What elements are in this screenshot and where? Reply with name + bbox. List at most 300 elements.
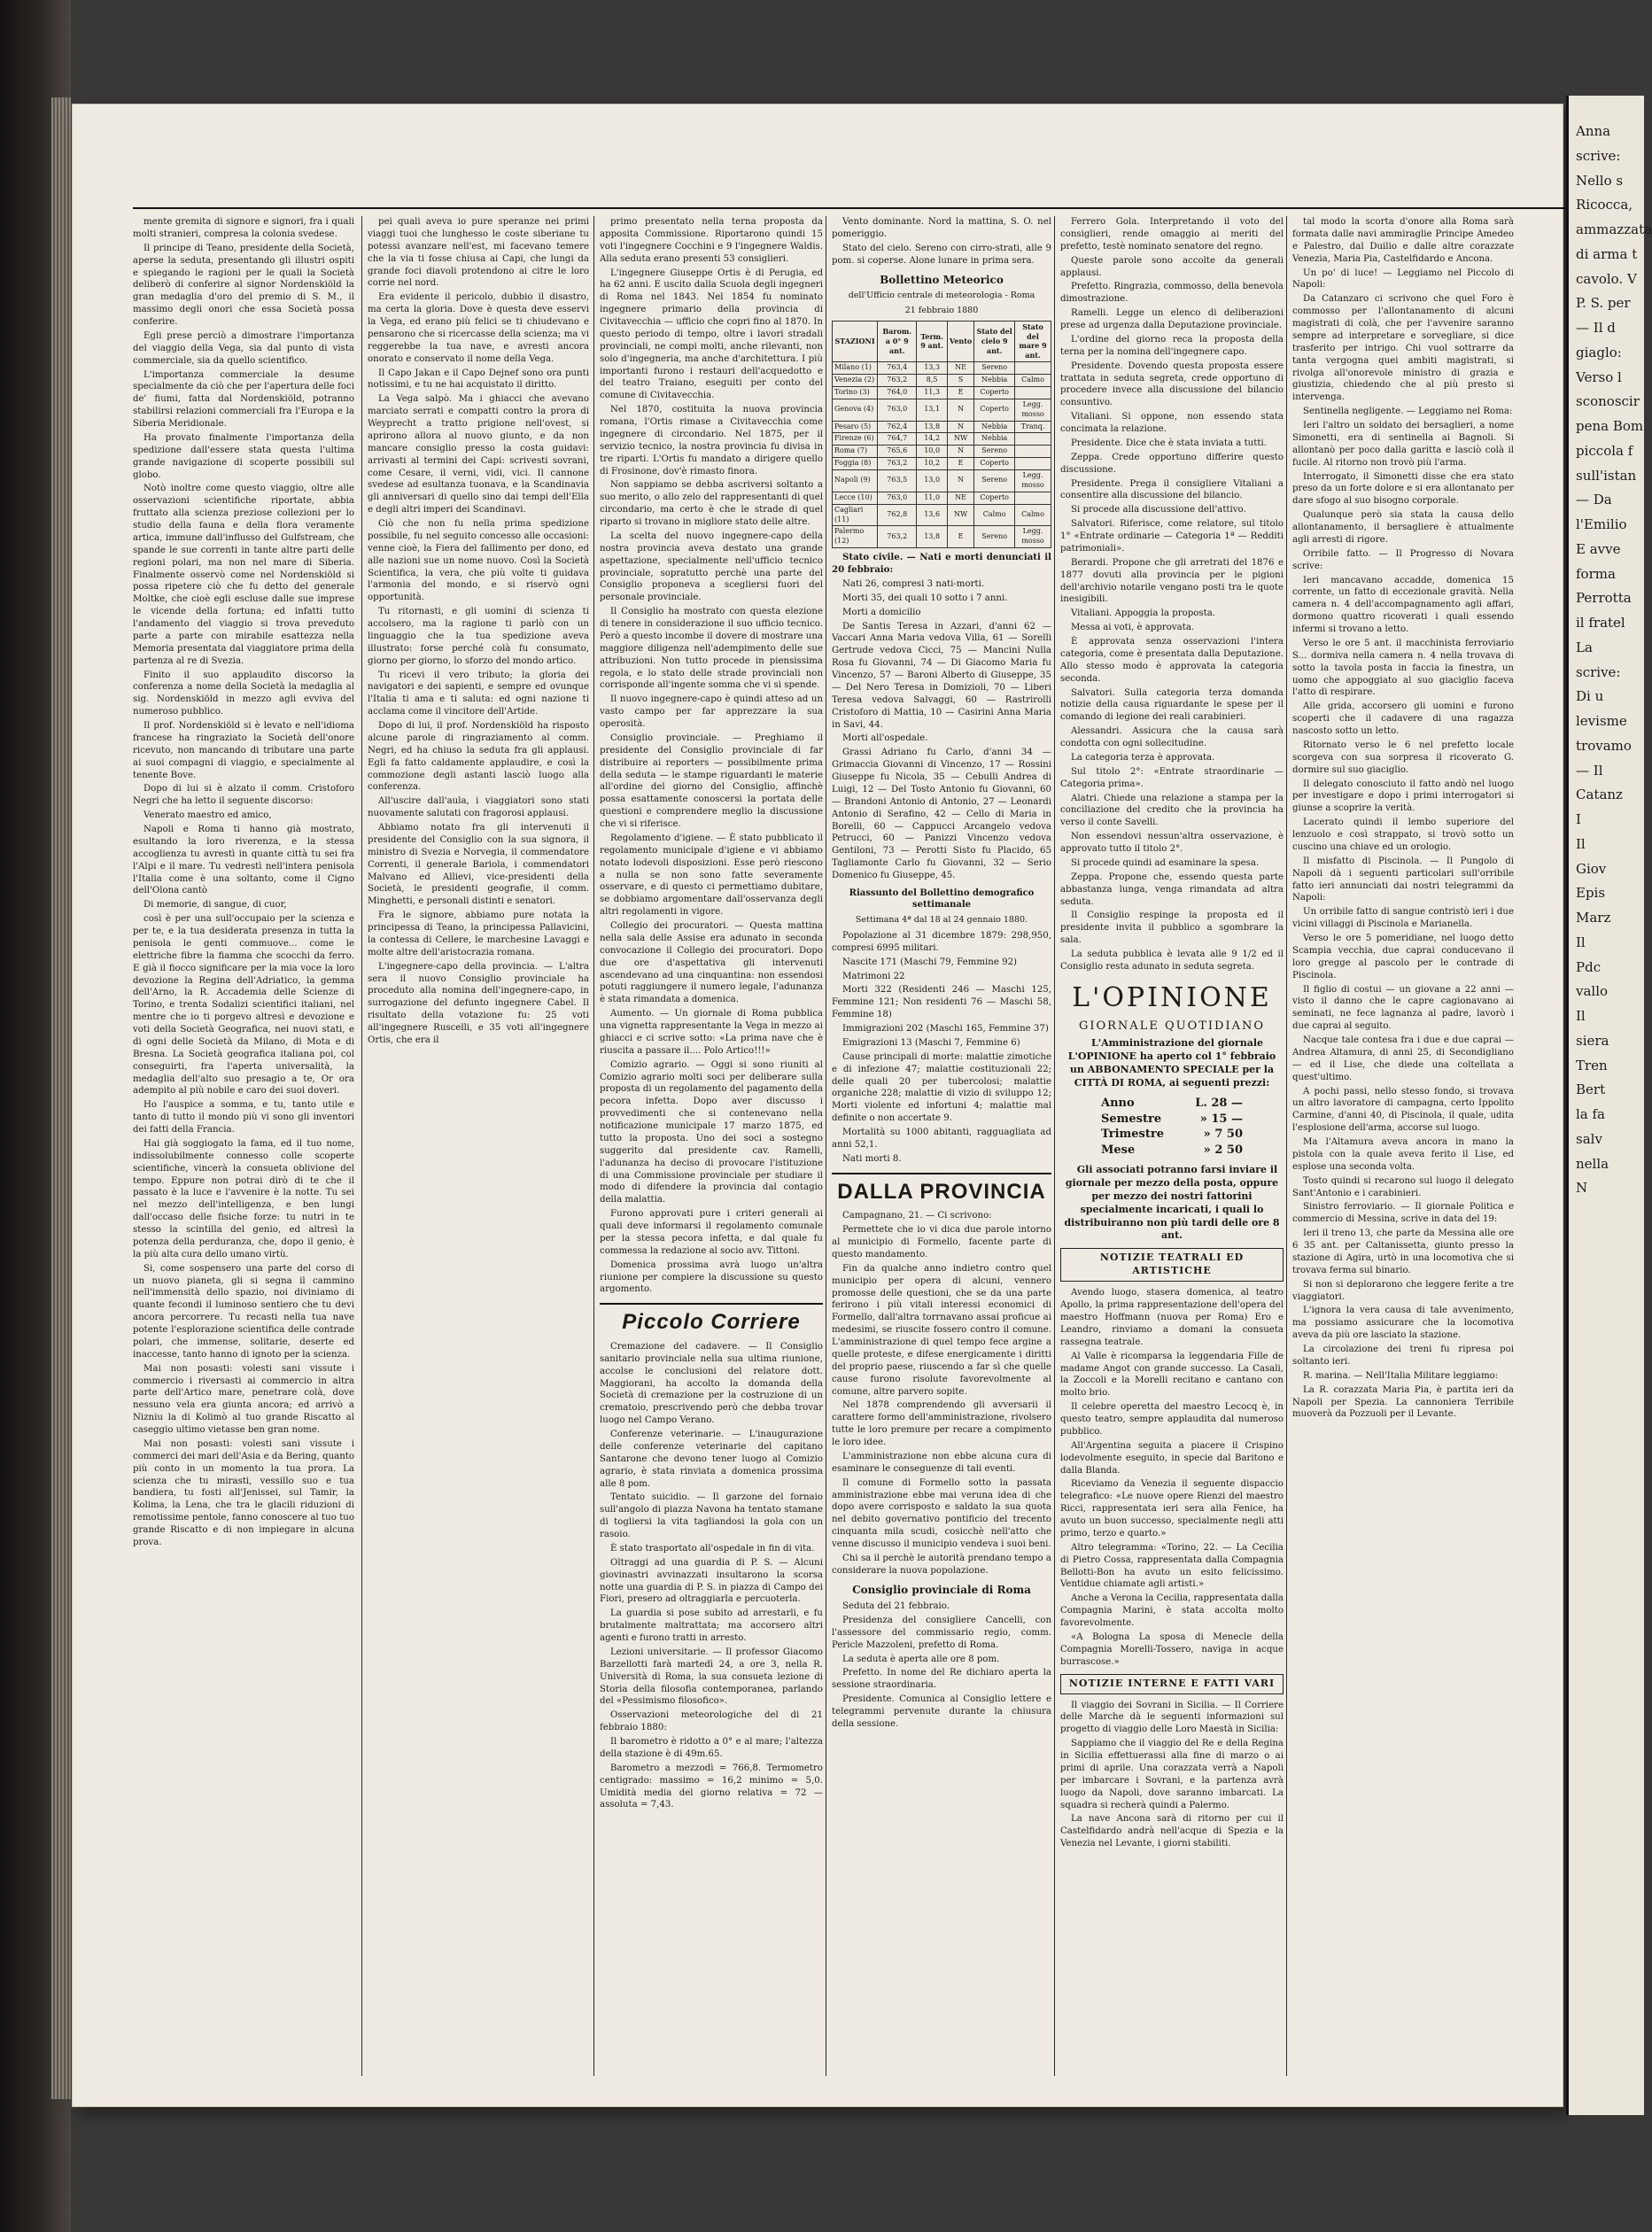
article-paragraph: Collegio dei procuratori. — Questa mattina nella sala delle Assise era adunato in seconda convocazione il Collegio dei procuratori. Dopo due ore d'aspettativa gli intervenuti ascendevano ad una cinquantina: non essendosi potuti raggiungere il numero legale, l'adunanza è stata rimandata a domenica. [600, 921, 823, 1005]
article-paragraph: Si, come sospensero una parte del corso di un nuovo pianeta, gli si segna il cammino nell'immensità dello spazio, noi diviniamo di quante fecondi il luminoso sentiero che tu devi ancora percorrere. Tu recasti nella tua nave potente l'esplorazione scientifica delle contrade polari, che immense, solitarie, deserte ed inaccesse, tanto hanno di ignoto per la scienza. [133, 1263, 354, 1360]
registry-entry: Morti 35, dei quali 10 sotto i 7 anni. [842, 593, 1008, 603]
news-item: La guardia si pose subito ad arrestarli, e fu brutalmente maltrattata; ma accorsero altri agenti e furono tratti in arresto. [600, 1608, 823, 1643]
adjacent-page-line: salv [1576, 1130, 1602, 1147]
news-item: Orribile fatto. — Il Progresso di Novara scrive: [1292, 548, 1514, 571]
weather-table-cell: 763,5 [878, 470, 917, 492]
riassunto-subtitle: Settimana 4ª dal 18 al 24 gennaio 1880. [855, 915, 1028, 926]
adjacent-page-line: pena Bom [1576, 418, 1644, 434]
adjacent-page-fragment [1566, 96, 1652, 2115]
riassunto-title: Riassunto del Bollettino demografico settimanale [849, 887, 1035, 911]
news-item: tal modo la scorta d'onore alla Roma sarà formata dalle navi ammiraglie Principe Amedeo e Palestro, dal Duilio e dalle altre corazzate Venezia, Maria Pia, Castelfidardo e Ancona. [1292, 217, 1514, 264]
stato-civile-title: Stato civile. — Nati e morti denunciati il 20 febbraio: [832, 552, 1051, 575]
province-paragraph: Permettete che io vi dica due parole intorno al municipio di Formello, facente parte di questo mandamento. [832, 1225, 1051, 1259]
province-paragraph: Campagnano, 21. — Ci scrivono: [842, 1211, 992, 1221]
weather-table-cell: 8,5 [917, 375, 947, 387]
council-paragraph: Queste parole sono accolte da generali applausi. [1060, 255, 1284, 278]
weather-table-cell: Sereno [974, 526, 1015, 548]
weather-table-cell: Sereno [974, 470, 1015, 492]
council-paragraph: Presidente. Dice che è stata inviata a tutti. [1071, 438, 1267, 448]
weather-table-cell: Calmo [1015, 375, 1051, 387]
adjacent-page-line: Verso l [1576, 368, 1622, 385]
news-item: Conferenze veterinarie. — L'inaugurazione delle conferenze veterinarie del capitano Santarone che devono tener luogo al Comizio agrario, è stata rinviata a domenica prossima alle 8 pom. [600, 1430, 823, 1489]
news-item: Nacque tale contesa fra i due e due caprai — Andrea Altamura, di anni 25, di Secondigliano — ed il Lise, che diede una coltellata a quest'ultimo. [1292, 1035, 1514, 1082]
council-paragraph: La categoria terza è approvata. [1071, 752, 1215, 763]
article-paragraph: Finito il suo applaudito discorso la conferenza a nome della Società la medaglia al sig. Nordenskiöld in mezzo agli evviva del numeroso pubblico. [133, 670, 354, 717]
column-3 [593, 216, 823, 2076]
council-paragraph: Zeppa. Crede opportuno differire questo discussione. [1060, 452, 1284, 475]
weather-table-cell: 765,6 [878, 446, 917, 458]
weather-table-cell: NW [947, 433, 973, 446]
theatre-news: All'Argentina seguita a piacere il Crispino lodevolmente eseguito, in specie dal Baritono e dalla Blanda. [1060, 1440, 1284, 1476]
weather-table-cell: Calmo [1015, 504, 1051, 526]
council-paragraph: Si procede quindi ad esaminare la spesa. [1071, 857, 1260, 868]
demographic-entry: Nascite 171 (Maschi 79, Femmine 92) [842, 957, 1018, 967]
province-paragraph: Nel 1878 comprendendo gli avversarii il carattere formo dell'amministrazione, rivolsero tutte le loro premure per recare a compimento le loro idee. [832, 1400, 1051, 1448]
article-paragraph: Furono approvati pure i criteri generali ai quali deve informarsi il regolamento comunale per la stessa pecora infetta, e dal quale fu commessa la redazione al socio avv. Tittoni. [600, 1209, 823, 1256]
news-item: R. marina. — Nell'Italia Militare leggiamo: [1303, 1370, 1499, 1381]
weather-table-cell: S [947, 375, 973, 387]
weather-table-row [833, 458, 1051, 470]
news-item: Il delegato conosciuto il fatto andò nel luogo per investigare e dopo i primi interrogatori si giunse a scoprire la verità. [1292, 779, 1514, 814]
article-paragraph: L'ingegnere-capo della provincia. — L'altra sera il nuovo Consiglio provinciale ha proceduto alla nomina dell'ingegnere-capo, in surrogazione del defunto ingegnere Cabel. Il risultato della votazione fu: 25 voti all'ingegnere Ruscelli, e 35 voti all'ingegnere Ortis, che era il [368, 961, 589, 1045]
opinione-delivery: Gli associati potranno farsi inviare il giornale per mezzo della posta, oppure per mezzo dei nostri fattorini specialmente incaricati, i quali lo distribuiranno non più tardi delle ore 8 ant. [1064, 1163, 1280, 1242]
weather-table-cell: Lecce (10) [833, 492, 878, 504]
article-paragraph: pei quali aveva io pure speranze nei primi viaggi tuoi che lunghesso le coste siberiane tu potessi avanzare nell'est, mi facevano temere che la via ti fosse chiusa ai Capi, che lungi da grande foci diavoli protendono ai citre le loro corrie nel nord. [368, 217, 589, 289]
weather-table-cell: Pesaro (5) [833, 421, 878, 433]
weather-table-cell: Sereno [974, 362, 1015, 375]
bollettino-title: Bollettino Meteorico [880, 273, 1004, 286]
province-paragraph: Chi sa il perchè le autorità prendano tempo a considerare la nuova popolazione. [832, 1553, 1051, 1576]
news-item: Tentato suicidio. — Il garzone del fornaio sull'angolo di piazza Navona ha tentato stamane di togliersi la vita tagliandosi la gola con un rasoio. [600, 1492, 823, 1539]
adjacent-page-line: Il [1576, 934, 1586, 950]
adjacent-page-line: sull'istan [1576, 467, 1637, 484]
article-paragraph: Il Consiglio ha mostrato con questa elezione di tenere in considerazione il suo ufficio tecnico. Però a questo incombe il dovere di mostrare una maggiore diligenza nell'adempimento delle sue attribuzioni. Non tutto procede in piensissima regola, e lo stato delle strade provinciali non corrisponde all'ingente somma che vi si spende. [600, 607, 823, 691]
news-item: Ieri mancavano accadde, domenica 15 corrente, un fatto di eccezionale gravità. Nella camera n. 4 dell'accompagnamento agli affari, dormono quattro ricoverati i quali essendo infermi si trovano a letto. [1292, 575, 1514, 634]
weather-table-cell: 13,6 [917, 504, 947, 526]
demographic-entry: Nati morti 8. [842, 1153, 902, 1164]
weather-table-cell: Palermo (12) [833, 526, 878, 548]
news-item: Oltraggi ad una guardia di P. S. — Alcuni giovinastri avvinazzati insultarono la scorsa notte una guardia di P. S. in piazza di Campo dei Fiori, presero ad oltraggiarla e percuoterla. [600, 1557, 823, 1605]
article-paragraph: All'uscire dall'aula, i viaggiatori sono stati nuovamente salutati con fragorosi applausi. [368, 796, 589, 819]
adjacent-page-line: N [1576, 1180, 1588, 1197]
weather-table-cell: 13,8 [917, 526, 947, 548]
weather-table-cell: N [947, 470, 973, 492]
adjacent-page-line: forma [1576, 565, 1616, 582]
adjacent-page-line: trovamo [1576, 737, 1632, 754]
article-paragraph: Regolamento d'igiene. — È stato pubblicato il regolamento municipale d'igiene e vi abbiamo notato lodevoli disposizioni. Esse però riescono a nulla se non sono fatte severamente osservare, e di questo ci permettiamo dubitare, se dobbiamo argomentare dall'osservanza degli altri regolamenti in vigore. [600, 833, 823, 918]
theatre-news: Al Valle è ricomparsa la leggendaria Fille de madame Angot con grande successo. La Casali, la Zoccoli e la Morelli recitano e cantano con molto brio. [1060, 1351, 1284, 1399]
council-paragraph: Si procede alla discussione dell'attivo. [1071, 505, 1246, 515]
news-item: Un po' di luce! — Leggiamo nel Piccolo di Napoli: [1292, 267, 1514, 291]
theatre-news: Avendo luogo, stasera domenica, al teatro Apollo, la prima rappresentazione dell'opera del maestro Hoffmann (nuova per Roma) Ero e Leandro, rinviamo a domani la consueta rassegna teatrale. [1060, 1288, 1284, 1347]
weather-table-cell: 763,4 [878, 362, 917, 375]
news-item: Il figlio di costui — un giovane a 22 anni — visto il danno che le capre cagionavano ai seminati, ne fece lagnanza al padre, lavorò i due caprai al seguito. [1292, 984, 1514, 1032]
weather-table-cell: Legg. mosso [1015, 470, 1051, 492]
council-paragraph: Non essendovi nessun'altra osservazione, è approvato tutto il titolo 2°. [1060, 832, 1284, 854]
adjacent-page-line: Epis [1576, 885, 1606, 902]
adjacent-page-line: levisme [1576, 713, 1627, 729]
weather-table-header: Stato del cielo 9 ant. [974, 321, 1015, 362]
article-paragraph: Aumento. — Un giornale di Roma pubblica una vignetta rappresentante la Vega in mezzo ai ghiacci e ci scrive sotto: «La prima nave che è riuscita a passare il.... Polo Artico!!!» [600, 1009, 823, 1056]
news-item: Ma l'Altamura aveva ancora in mano la pistola con la quale aveva ferito il Lise, ed esplose una seconda volta. [1292, 1137, 1514, 1172]
piccolo-corriere-title: Piccolo Corriere [600, 1303, 823, 1337]
price-label: Trimestre [1101, 1128, 1164, 1142]
weather-table-row [833, 375, 1051, 387]
council-paragraph: Presidenza del consigliere Cancelli, con l'assessore del commissario regio, comm. Pericle Mazzoleni, prefetto di Roma. [832, 1615, 1051, 1650]
weather-table-row [833, 526, 1051, 548]
weather-table-cell: Coperto [974, 492, 1015, 504]
adjacent-page-line: il fratel [1576, 615, 1625, 631]
weather-table-cell: NE [947, 362, 973, 375]
registry-entry: Morti a domicilio [842, 607, 921, 617]
opinione-offer: L'Amministrazione del giornale L'OPINIONE ha aperto col 1° febbraio un ABBONAMENTO SPECIALE per la CITTÀ DI ROMA, ai seguenti prezzi: [1067, 1037, 1276, 1089]
opinione-subtitle: GIORNALE QUOTIDIANO [1078, 1019, 1266, 1033]
adjacent-page-line: cavolo. V [1576, 270, 1637, 287]
bollettino-date: 21 febbraio 1880 [904, 305, 979, 315]
theatre-news: Il celebre operetta del maestro Lecocq è, in questo teatro, sempre applaudita dal numeroso pubblico. [1060, 1402, 1284, 1437]
article-paragraph: Dopo di lui si è alzato il comm. Cristoforo Negri che ha letto il seguente discorso: [133, 784, 354, 807]
weather-table-cell: 763,2 [878, 375, 917, 387]
adjacent-page-line: ammazzata [1576, 221, 1652, 237]
news-item: Verso le ore 5 pomeridiane, nel luogo detto Scampia vecchia, due caprai conducevano il loro gregge al pascolo per le contrade di Piscinola. [1292, 934, 1514, 980]
article-paragraph: Venerato maestro ed amico, [143, 810, 272, 821]
province-paragraph: Il comune di Formello sotto la passata amministrazione ebbe mai veruna idea di che dopo avere corrisposto e saldato la sua quota nel debito governativo pontificio del trecento cinquanta mila scudi, cosicchè nell'atto che venne discusso il municipio vendeva i suoi beni. [832, 1477, 1051, 1550]
news-item: Da Catanzaro ci scrivono che quel Foro è commosso per l'allontanamento di alcuni magistrati di colà, che per l'avvenire saranno sempre ad interpretare e sorvegliare, si dice trasferito per intrigo. Chi vuol sottrarre da tanta vergogna quei ambiti magistrati, si rivolga all'onorevole ministro di grazia e giustizia, chiedendo che al più presto si intervenga. [1292, 294, 1514, 403]
article-paragraph: Di memorie, di sangue, di cuor, [143, 900, 287, 911]
article-paragraph: Domenica prossima avrà luogo un'altra riunione per compiere la discussione su questo argomento. [600, 1259, 823, 1295]
weather-table-cell: 14,2 [917, 433, 947, 446]
adjacent-page-line: Catanz [1576, 787, 1623, 803]
weather-table-cell: NW [947, 504, 973, 526]
council-paragraph: Il Consiglio respinge la proposta ed il presidente invita il pubblico a sgombrare la sala. [1060, 911, 1284, 946]
article-paragraph: Era evidente il pericolo, dubbio il disastro, ma certa la gloria. Dove è questa deve esservi la Vega, ed erano più felici se ti chiudevano e pensarono che si ricercasse della scienza; ma vi reggerebbe la tua nave, e avresti ancora onorato e conservato il nome della Vega. [368, 292, 589, 364]
news-item: Verso le ore 5 ant. il macchinista ferroviario S... dormiva nella camera n. 4 nella trovava di sotto la tavola posta in faccia la finestra, un uomo che appoggiato al suo giaciglio faceva l'atto di respirare. [1292, 638, 1514, 698]
news-item: Si non si deplorarono che leggere ferite a tre viaggiatori. [1292, 1279, 1514, 1302]
council-paragraph: Ramelli. Legge un elenco di deliberazioni prese ad urgenza dalla Deputazione provinciale. [1060, 308, 1284, 330]
adjacent-page-line: giaglo: [1576, 344, 1622, 360]
page-edges [51, 97, 71, 2099]
news-item: La circolazione dei treni fu ripresa poi soltanto ieri. [1292, 1345, 1514, 1367]
price-row [1101, 1127, 1243, 1143]
adjacent-page-line: Tren [1576, 1057, 1608, 1073]
article-paragraph: Nel 1870, costituita la nuova provincia romana, l'Ortis rimase a Civitavecchia come ingegnere di circondario. Nel 1875, per il servizio tecnico, la nostra provincia fu divisa in tre riparti. L'Ortis fu mandato a dirigere quello di Frosinone, dov'è rimasto finora. [600, 405, 823, 477]
news-item: Sentinella negligente. — Leggiamo nel Roma: [1303, 407, 1513, 417]
council-paragraph: Messa ai voti, è approvata. [1071, 623, 1195, 633]
article-paragraph: Egli prese perciò a dimostrare l'importanza del viaggio della Vega, sia dal punto di vista commerciale, sia da quello scientifico. [133, 330, 354, 366]
registry-entry: Morti all'ospedale. [842, 733, 928, 744]
weather-table-cell: E [947, 458, 973, 470]
column-6 [1286, 216, 1514, 2076]
weather-table-cell: Venezia (2) [833, 375, 878, 387]
news-item: Il barometro è ridotto a 0° e al mare; l'altezza della stazione è di 49m.65. [600, 1737, 823, 1759]
council-paragraph: La seduta è aperta alle ore 8 pom. [842, 1654, 1000, 1664]
bollettino-subtitle: dell'Ufficio centrale di meteorologia - Roma [848, 290, 1035, 300]
adjacent-page-line: — Da [1576, 492, 1612, 508]
article-paragraph: così è per una sull'occupaio per la scienza e per te, e la tua desiderata presenza in tutta la penisola le genti commuove... come le elettriche fibre la fiamma che scocchi da ferro. E già il fiocco significare per la mia voce la loro devozione la Regina dell'Adriatico, la gemma dell'Arno, la R. Accademia delle Scienze di Torino, e trenta Sodalizi scientifici italiani, nel mentre che io ti porgevo altresì e devozione e voti della Società Geografica, nei nuovi stati, e di ogni delle Società da Milano, di Mota e di Bresna. La Società geografica italiana poi, col conseguirti, fra l'aperta universalità, la medaglia dell'alto suo presagio a te, Or ora adempito al più nobile e caro dei suoi doveri. [133, 914, 354, 1097]
article-paragraph: Dopo di lui, il prof. Nordenskiöld ha risposto alcune parole di ringraziamento al comm. Negri, ed ha chiuso la seduta fra gli applausi. Egli fa fatto caldamente applaudire, e così la commozione degli astanti lasciò luogo alla conferenza. [368, 721, 589, 793]
adjacent-page-line: Nello s [1576, 172, 1624, 189]
weather-table-header: Term. 9 ant. [917, 321, 947, 362]
article-paragraph: Ho l'auspice a somma, e tu, tanto utile e tanto di tutto il mondo più vi sono gli inventori dei fatti della Francia. [133, 1100, 354, 1135]
price-row [1101, 1112, 1243, 1128]
council-paragraph: Salvatori. Sulla categoria terza domanda notizie della causa riguardante le spese per il comando di legione dei reali carabinieri. [1060, 687, 1284, 723]
column-4 [826, 216, 1051, 2076]
article-paragraph: Notò inoltre come questo viaggio, oltre alle osservazioni scientifiche riportate, abbia fruttato alla scienza preziose collezioni per lo studio della fauna e della flora veramente artica, immune dall'influsso del Gulfstream, che spande le sue correnti in tante altre parti delle regioni polari, ma non nel mare di Siberia. Finalmente osservò come nel Nordenskiöld si possa ripetere ciò che fu detto del generale Moltke, che cioè egli escluse dalle sue imprese le vicende della fortuna; ed infatti tutto l'andamento del viaggio si trova preveduto parte a parte con mirabile esattezza nella Memoria presentata dal viaggiatore prima della partenza al re di Svezia. [133, 484, 354, 666]
demographic-entry: Immigrazioni 202 (Maschi 165, Femmine 37) [842, 1024, 1049, 1035]
adjacent-page-line: scrive: [1576, 663, 1621, 680]
weather-table-cell: Torino (3) [833, 386, 878, 399]
weather-table-header: STAZIONI [833, 321, 878, 362]
adjacent-page-line: Bert [1576, 1081, 1606, 1098]
weather-table-cell: 11,3 [917, 386, 947, 399]
weather-table-cell: Nebbia [974, 375, 1015, 387]
adjacent-page-line: nella [1576, 1155, 1609, 1172]
demographic-entry: Matrimoni 22 [842, 971, 905, 981]
price-row [1101, 1143, 1243, 1159]
council-paragraph: Alatri. Chiede una relazione a stampa per la conciliazione del credito che la provincia ha verso il conte Savelli. [1060, 793, 1284, 828]
council-paragraph: Vitaliani. Si oppone, non essendo stata concimata la relazione. [1060, 412, 1284, 434]
demographic-entry: Cause principali di morte: malattie zimotiche e di infezione 47; malattie costituzionali 22; delle quali 20 per tubercolosi; malattie organiche 228; malattie di vizio di sviluppo 12; Morti violente ed infortuni 4; malattie mal definite o non accertate 9. [832, 1051, 1051, 1124]
weather-table-cell: 763,2 [878, 458, 917, 470]
weather-table [832, 321, 1051, 549]
weather-table-row [833, 492, 1051, 504]
weather-table-cell: Calmo [974, 504, 1015, 526]
news-item: Barometro a mezzodì = 766,8. Termometro centigrado: massimo = 16,2 minimo = 5,0. Umidità media del giorno relativa = 72 — assoluta = 7,43. [600, 1763, 823, 1810]
article-paragraph: Consiglio provinciale. — Preghiamo il presidente del Consiglio provinciale di far distribuire ai reporters — possibilmente prima della seduta — le stampe riguardanti le materie all'ordine del giorno del Consiglio, affinchè possa esattamente conoscersi la portata delle questioni e comprendere meglio la discussione che vi si riferisce. [600, 732, 823, 829]
council-paragraph: Seduta del 21 febbraio. [842, 1601, 950, 1612]
article-paragraph: L'ingegnere Giuseppe Ortis è di Perugia, ed ha 62 anni. E uscito dalla Scuola degli ingegneri di Roma nel 1843. Nel 1854 fu nominato ingegnere primario della provincia di Civitavecchia — ufficio che copri fino al 1870. In questo periodo di tempo, oltre i lavori stradali provinciali, ne compi molti, anche rilevanti, non solo d'ingegneria, ma anche d'architettura. I più importanti furono i restauri dell'acquedotto e del teatro Traiano, eseguiti per conto del comune di Civitavecchia. [600, 267, 823, 401]
demographic-entry: Popolazione al 31 dicembre 1879: 298,950, compresi 6995 militari. [832, 930, 1051, 953]
weather-table-header: Barom. a 0° 9 ant. [878, 321, 917, 362]
price-label: Anno [1101, 1097, 1135, 1111]
news-item: Ritornato verso le 6 nel prefetto locale scorgeva con sua sorpresa il ricoverato G. dormire sul suo giaciglio. [1292, 740, 1514, 775]
adjacent-page-line: — Il [1576, 762, 1603, 779]
article-paragraph: Abbiamo notato fra gli intervenuti il presidente del Consiglio con la sua signora, il ministro di Svezia e Norvegia, il commendatore Correnti, il generale Bariola, i commendatori Malvano ed Allievi, vice-presidenti della Società, le presidenti geografie, il comm. Minghetti, e personali distinti e senatori. [368, 823, 589, 907]
price-value: » 15 — [1199, 1112, 1243, 1126]
weather-table-cell: 763,2 [878, 526, 917, 548]
council-paragraph: Berardi. Propone che gli arretrati del 1876 e 1877 dovuti alla provincia per le pigioni dell'archivio notarile vengano posti tra le quote inesigibili. [1060, 557, 1284, 605]
weather-table-cell: 10,2 [917, 458, 947, 470]
weather-table-cell: Cagliari (11) [833, 504, 878, 526]
council-paragraph: È approvata senza osservazioni l'intera categoria, come è presentata dalla Deputazione. Allo stesso modo è approvata la categoria seconda. [1060, 637, 1284, 684]
article-paragraph: Ciò che non fu nella prima spedizione possibile, fu nel seguito concesso alle occasioni: venne cioè, la Fiera del fallimento per dono, ed alle nazioni sue un nome nuovo. Così la Società Scientifica, la vera, che più volte ti guidava l'armonia del mondo, e si riservò ogni opportunità. [368, 519, 589, 603]
article-paragraph: Ha provato finalmente l'importanza della spedizione dall'essere stata questa l'ultima grande navigazione di scoperte possibili sul globo. [133, 432, 354, 480]
council-paragraph: Prefetto. Ringrazia, commosso, della benevola dimostrazione. [1060, 282, 1284, 305]
adjacent-page-line: piccola f [1576, 442, 1633, 459]
council-paragraph: Sul titolo 2°: «Entrate straordinarie — Categoria prima». [1060, 766, 1284, 789]
adjacent-page-line: di arma t [1576, 245, 1638, 262]
adjacent-page-line: — Il d [1576, 320, 1616, 336]
weather-table-row [833, 504, 1051, 526]
news-item: Un orribile fatto di sangue contristò ieri i due vicini villaggi di Piscinola e Marianella. [1292, 907, 1514, 930]
adjacent-page-line: Anna [1576, 123, 1611, 139]
news-item: Lacerato quindi il lembo superiore del lenzuolo e così strappato, si trovò sotto un cuscino una chiave ed un orologio. [1292, 818, 1514, 852]
news-item: Alle grida, accorsero gli uomini e furono scoperti che il cadavere di una ragazza nascosto sotto un letto. [1292, 701, 1514, 736]
price-label: Mese [1101, 1143, 1136, 1158]
weather-table-cell: N [947, 399, 973, 421]
adjacent-page-line: sconoscir [1576, 393, 1640, 410]
adjacent-page-line: Il [1576, 835, 1586, 852]
news-item: Osservazioni meteorologiche del di 21 febbraio 1880: [600, 1710, 823, 1733]
price-list [1101, 1096, 1243, 1159]
article-paragraph: L'importanza commerciale la desume specialmente da ciò che per l'apertura delle foci de' fiumi, fatta dal Nordenskiöld, potranno stabilirsi relazioni commerciali fra l'Europa e la Siberia Meridionale. [133, 369, 354, 429]
weather-table-cell: Legg. mosso [1015, 526, 1051, 548]
column-5 [1054, 216, 1284, 2076]
adjacent-page-line: scrive: [1576, 147, 1621, 164]
weather-table-cell: 762,8 [878, 504, 917, 526]
news-item: Interrogato, il Simonetti disse che era stato preso da un forte dolore e si era allontanato per dare sfogo al suo bisogno corporale. [1292, 471, 1514, 507]
adjacent-page-line: Ricocca, [1576, 197, 1633, 213]
adjacent-page-line: La [1576, 639, 1593, 655]
column-1 [133, 216, 354, 2076]
weather-table-cell: Legg. mosso [1015, 399, 1051, 421]
registry-entry: Grassi Adriano fu Carlo, d'anni 34 — Grimaccia Giovanni di Vincenzo, 17 — Rossini Giuseppe fu Nicola, 35 — Cebulli Andrea di Luigi, 12 — Del Tosto Antonio fu Giovanni, 60 — Brandoni Antonio di Antonio, 27 — Leonardi Antonio di Serafino, 42 — Cello di Maria in Borelli, 60 — Cappucci Arcangelo vedova Petrucci, 60 — Panizzi Vincenzo vedova Gentiloni, 73 — Perotti Sisto fu Placido, 65 Tagliamonte Carlo fu Giovanni, 32 — Serio Domenico fu Giuseppe, 45. [832, 748, 1051, 880]
weather-table-cell: 764,0 [878, 386, 917, 399]
article-paragraph: Mai non posasti: volesti sani vissute i commerci dei mari dell'Asia e da Bering, quanto più conto in un momento la tua prora. La scienza che tu mirasti, vessillo suo e tua bandiera, tu fosti all'Jenissei, sul Tamir, la Kolima, la Lena, che tra le glacili riduzioni di remotissime pentole, fanno conoscere al tuo tuo grande Riscatto e di non impiegare in alcuna prova. [133, 1438, 354, 1547]
article-paragraph: Il nuovo ingegnere-capo è quindi atteso ad un vasto campo per far apprezzare la sua operosità. [600, 694, 823, 729]
weather-table-cell: E [947, 386, 973, 399]
adjacent-page-line: l'Emilio [1576, 516, 1627, 532]
article-paragraph: Comizio agrario. — Oggi si sono riuniti al Comizio agrario molti soci per deliberare sulla proposta di un regolamento del pagamento della pecora infetta. Dopo aver discusso i provvedimenti che si contenevano nella notificazione municipale 17 marzo 1875, ed tutto la proposta. Uno dei soci a sostegno suggerito dal presidente cav. Ramelli, l'adunanza ha deciso di provocare l'istituzione di una Commissione provinciale per studiare il modo di difendere la provincia dal contagio della malattia. [600, 1059, 823, 1205]
article-paragraph: Hai già soggiogato la fama, ed il tuo nome, indissolubilmente connesso colle scoperte scientifiche, vincerà la consueta oblivione del tempo. Eppure non potrai dirò di te che il passato è la luce e l'avvenire è la notte. Tu sei nel mezzo dell'intelligenza, e ben lungi dall'occaso delle fisiche forze: tu nutri in te stesso la scintilla del genio, ed altresì la potenza della perduranza, che, dopo il genio, è la più alta cura dello umano virtù. [133, 1138, 354, 1259]
adjacent-page-line: la fa [1576, 1106, 1606, 1122]
article-paragraph: La scelta del nuovo ingegnere-capo della nostra provincia aveva destato una grande aspettazione, specialmente nell'ufficio tecnico provinciale, sopratutto perchè una parte del Consiglio proponeva a scegliersi fuori del personale provinciale. [600, 531, 823, 603]
internal-news: La nave Ancona sarà di ritorno per cui il Castelfidardo andrà nell'acque di Spezia e la Venezia nel Levante, i giorni stabiliti. [1060, 1814, 1284, 1849]
weather-table-cell [1015, 362, 1051, 375]
opinione-title: L'OPINIONE [1072, 981, 1272, 1013]
adjacent-page-line: Pdc [1576, 958, 1602, 975]
weather-table-cell: 13,1 [917, 399, 947, 421]
weather-table-cell: 764,7 [878, 433, 917, 446]
council-paragraph: Presidente. Prega il consigliere Vitaliani a consentire alla discussione del bilancio. [1060, 478, 1284, 501]
adjacent-page-line: Marz [1576, 910, 1611, 926]
weather-note: Stato del cielo. Sereno con cirro-strati, alle 9 pom. si coperse. Alone lunare in prima sera. [832, 243, 1051, 266]
weather-table-row [833, 386, 1051, 399]
weather-table-cell: 10,0 [917, 446, 947, 458]
registry-entry: Nati 26, compresi 3 nati-morti. [842, 578, 985, 589]
council-paragraph: Ferrero Gola. Interpretando il voto del consiglieri, rende omaggio ai meriti del prefetto, testè nominato senatore del regno. [1060, 217, 1284, 252]
news-item: Il misfatto di Piscinola. — Il Pungolo di Napoli dà i seguenti particolari sull'orribile fatto ieri annunciati dai nostri telegrammi da Napoli: [1292, 856, 1514, 903]
weather-table-row [833, 362, 1051, 375]
demographic-entry: Morti 322 (Residenti 246 — Maschi 125, Femmine 121; Non residenti 76 — Maschi 58, Femmine 18) [832, 985, 1051, 1020]
weather-table-cell: Milano (1) [833, 362, 878, 375]
news-item: Ieri il treno 13, che parte da Messina alle ore 6 35 ant. per Caltanissetta, giunto presso la stazione di Agira, urtò in una locomotiva che si trovava ferma sul binario. [1292, 1228, 1514, 1275]
weather-table-row [833, 421, 1051, 433]
article-paragraph: Tu ritornasti, e gli uomini di scienza ti accolsero, ma la ragione ti parlò con un linguaggio che la tua spedizione aveva illustrato: forse perché colà fu consumato, giorno per giorno, lo sforzo del mondo artico. [368, 607, 589, 666]
news-item: Tosto quindi si recarono sul luogo il delegato Sant'Antonio e i carabinieri. [1292, 1175, 1514, 1198]
weather-table-cell [1015, 458, 1051, 470]
news-item: Ieri l'altro un soldato dei bersaglieri, a nome Simonetti, era di sentinella ai Bagnoli. Si allontanò per poco dalla garitta e lasciò colà il fucile. Al ritorno non trovò più l'arma. [1292, 421, 1514, 468]
article-paragraph: La Vega salpò. Ma i ghiacci che avevano marciato serrati e compatti contro la prora di Weyprecht a tratto prigione nell'ovest, si aprirono allora al nuovo giunto, e da non mancare consiglio presso la costa guidavi: arrivasti al termini dei Capi: scrivesti sovrani, come Cesare, il verni, vidi, vici. Il cannone svedese ad esultanza tuonava, e la Scandinavia gli anniversari di quello sino dai tempi dell'Ella e degli altri imperi dei Scandinavi. [368, 394, 589, 515]
notizie-teatrali-title: NOTIZIE TEATRALI ED ARTISTICHE [1060, 1248, 1284, 1282]
adjacent-page-line: Il [1576, 1008, 1586, 1024]
weather-table-cell: Firenze (6) [833, 433, 878, 446]
columns [133, 216, 1563, 2076]
council-paragraph: Zeppa. Propone che, essendo questa parte abbastanza lunga, venga rimandata ad altra seduta. [1060, 872, 1284, 907]
theatre-news: Riceviamo da Venezia il seguente dispaccio telegrafico: «Le nuove opere Rienzi del maestro Ricci, rappresentata ieri sera alla Fenice, ha avuto un buon successo, specialmente negli atti primo, terzo e quarto.» [1060, 1479, 1284, 1538]
adjacent-page-line: E avve [1576, 540, 1621, 557]
weather-table-cell: 763,0 [878, 492, 917, 504]
news-item: L'ignora la vera causa di tale avvenimento, ma possiamo assicurare che la locomotiva aveva da più ore lasciato la stazione. [1292, 1306, 1514, 1341]
weather-table-cell: Coperto [974, 399, 1015, 421]
news-item: A pochi passi, nello stesso fondo, si trovava un altro lavoratore di campagna, certo Ippolito Carmine, d'anni 40, di Piscinola, il quale, udita l'esplosione dell'arma, accorse sul luogo. [1292, 1086, 1514, 1134]
price-row [1101, 1096, 1243, 1112]
weather-table-cell: E [947, 526, 973, 548]
adjacent-page-line: Di u [1576, 688, 1604, 705]
weather-table-cell: Roma (7) [833, 446, 878, 458]
weather-table-cell: Genova (4) [833, 399, 878, 421]
weather-table-cell: Napoli (9) [833, 470, 878, 492]
weather-table-cell: N [947, 446, 973, 458]
news-item: Qualunque però sia stata la causa dello allontanamento, il bersagliere è attualmente agli arresti di rigore. [1292, 510, 1514, 545]
article-paragraph: Napoli e Roma ti hanno già mostrato, esultando la loro riverenza, e la stessa accoglienza tu avrestì in quante città tu sei fra l'Alpi e il mare. Tu vedrestì nell'intera penisola l'Italia come è una soltanto, come il Cigno dell'Olona cantò [133, 825, 354, 896]
demographic-entry: Mortalità su 1000 abitanti, ragguagliata ad anni 52,1. [832, 1128, 1051, 1150]
weather-table-cell: NE [947, 492, 973, 504]
adjacent-page-line: siera [1576, 1032, 1609, 1049]
column-2 [361, 216, 589, 2076]
adjacent-page-line: P. S. per [1576, 295, 1631, 312]
weather-table-cell: Tranq. [1015, 421, 1051, 433]
council-paragraph: L'ordine del giorno reca la proposta della terna per la nomina dell'ingegnere capo. [1060, 334, 1284, 357]
article-paragraph: Mai non posasti: volesti sani vissute i commercio i riversasti ai commercio in altra parte dell'Artico mare, penetrare colà, dove nessuno vela era giunta ancora; ed arrivò a Nizniu la di Kolimò al tuo grande Riscatto al caseggio ultimo vietasse ben gran nome. [133, 1363, 354, 1435]
weather-table-cell [1015, 386, 1051, 399]
adjacent-page-line: Perrotta [1576, 590, 1632, 607]
article-paragraph: Il prof. Nordenskiöld si è levato e nell'idioma francese ha ringraziato la Società dell'onore ricevuto, non mancando di tributare una parte ai suoi compagni di viaggio, e specialmente al tenente Bove. [133, 721, 354, 780]
weather-table-cell: 13,0 [917, 470, 947, 492]
price-value: L. 28 — [1195, 1097, 1243, 1111]
article-paragraph: Il Capo Jakan e il Capo Dejnef sono ora punti notissimi, e tu ne hai acquistato il diritto. [368, 368, 589, 391]
province-paragraph: L'amministrazione non ebbe alcuna cura di esaminare le conseguenze di tali eventi. [832, 1451, 1051, 1474]
weather-table-cell: Coperto [974, 386, 1015, 399]
article-paragraph: primo presentato nella terna proposta da apposita Commissione. Riportarono quindi 15 voti l'ingegnere Cocchini e 9 l'ingegnere Waldis. Alla seduta erano presenti 53 consiglieri. [600, 217, 823, 264]
council-paragraph: Alessandri. Assicura che la causa sarà condotta con ogni sollecitudine. [1060, 726, 1284, 748]
adjacent-page-line: vallo [1576, 983, 1609, 1000]
theatre-news: Anche a Verona la Cecilia, rappresentata dalla Compagnia Marini, è stata accolta molto favorevolmente. [1060, 1593, 1284, 1629]
article-paragraph: Tu ricevi il vero tributo; la gloria dei navigatori e dei sapienti, e sempre ed ovunque l'Italia ti ama e ti saluta: ed ogni nazione ti acclama come il vincitore dell'Artide. [368, 670, 589, 717]
dalla-provincia-title: DALLA PROVINCIA [832, 1173, 1051, 1207]
demographic-entry: Emigrazioni 13 (Maschi 7, Femmine 6) [842, 1037, 1020, 1048]
weather-table-cell: 11,0 [917, 492, 947, 504]
weather-table-header: Vento [947, 321, 973, 362]
council-paragraph: Presidente. Dovendo questa proposta essere trattata in seduta segreta, crede opportuno di procedere invece alla discussione del bilancio consuntivo. [1060, 360, 1284, 408]
theatre-news: Altro telegramma: «Torino, 22. — La Cecilia di Pietro Cossa, rappresentata dalla Compagnia Bellotti-Bon ha avuto un esito felicissimo. Ventidue chiamate agli artisti.» [1060, 1542, 1284, 1590]
weather-table-cell: Nebbia [974, 433, 1015, 446]
article-paragraph: Fra le signore, abbiamo pure notata la principessa di Teano, la principessa Pallavicini, la contessa di Cellere, le marchesine Lavaggi e molte altre dell'aristocrazia romana. [368, 911, 589, 957]
header-rule [133, 207, 1568, 209]
weather-table-cell: Nebbia [974, 421, 1015, 433]
adjacent-page-line: Giov [1576, 860, 1607, 877]
weather-table-cell: Foggia (8) [833, 458, 878, 470]
weather-note: Vento dominante. Nord la mattina, S. O. nel pomeriggio. [832, 217, 1051, 239]
news-item: Sinistro ferroviario. — Il giornale Politica e commercio di Messina, scrive in data del 19: [1292, 1202, 1514, 1225]
internal-news: Il viaggio dei Sovrani in Sicilia. — Il Corriere delle Marche dà le seguenti informazioni sul progetto di viaggio delle Loro Maestà in Sicilia: [1060, 1700, 1284, 1735]
theatre-news: «A Bologna La sposa di Menecle della Compagnia Morelli-Tossero, naviga in acque burrascose.» [1060, 1631, 1284, 1667]
council-paragraph: Vitaliani. Appoggia la proposta. [1071, 608, 1216, 619]
weather-table-header: Stato del mare 9 ant. [1015, 321, 1051, 362]
weather-table-row [833, 446, 1051, 458]
weather-table-cell [1015, 492, 1051, 504]
price-value: » 2 50 [1203, 1143, 1243, 1158]
notizie-interne-title: NOTIZIE INTERNE E FATTI VARI [1060, 1674, 1284, 1694]
council-paragraph: Presidente. Comunica al Consiglio lettere e telegrammi pervenute durante la chiusura della sessione. [832, 1694, 1051, 1729]
weather-table-cell [1015, 446, 1051, 458]
article-paragraph: Il principe di Teano, presidente della Società, aperse la seduta, presentando gli illustri ospiti e spiegando le ragioni per le quali la Società deliberò di conferire al signor Nordenskiöld la gran medaglia d'oro del premio di S. M., il massimo degli onori che essa Società possa conferire. [133, 243, 354, 327]
weather-table-cell: Coperto [974, 458, 1015, 470]
news-item: È stato trasportato all'ospedale in fin di vita. [610, 1543, 815, 1554]
news-item: Lezioni universitarie. — Il professor Giacomo Barzellotti farà martedì 24, a ore 3, nella R. Università di Roma, la sua consueta lezione di Storia della filosofia contemporanea, parlando del «Pessimismo filosofico». [600, 1647, 823, 1707]
weather-table-cell: Sereno [974, 446, 1015, 458]
council-paragraph: Prefetto. In nome del Re dichiaro aperta la sessione straordinaria. [832, 1668, 1051, 1691]
